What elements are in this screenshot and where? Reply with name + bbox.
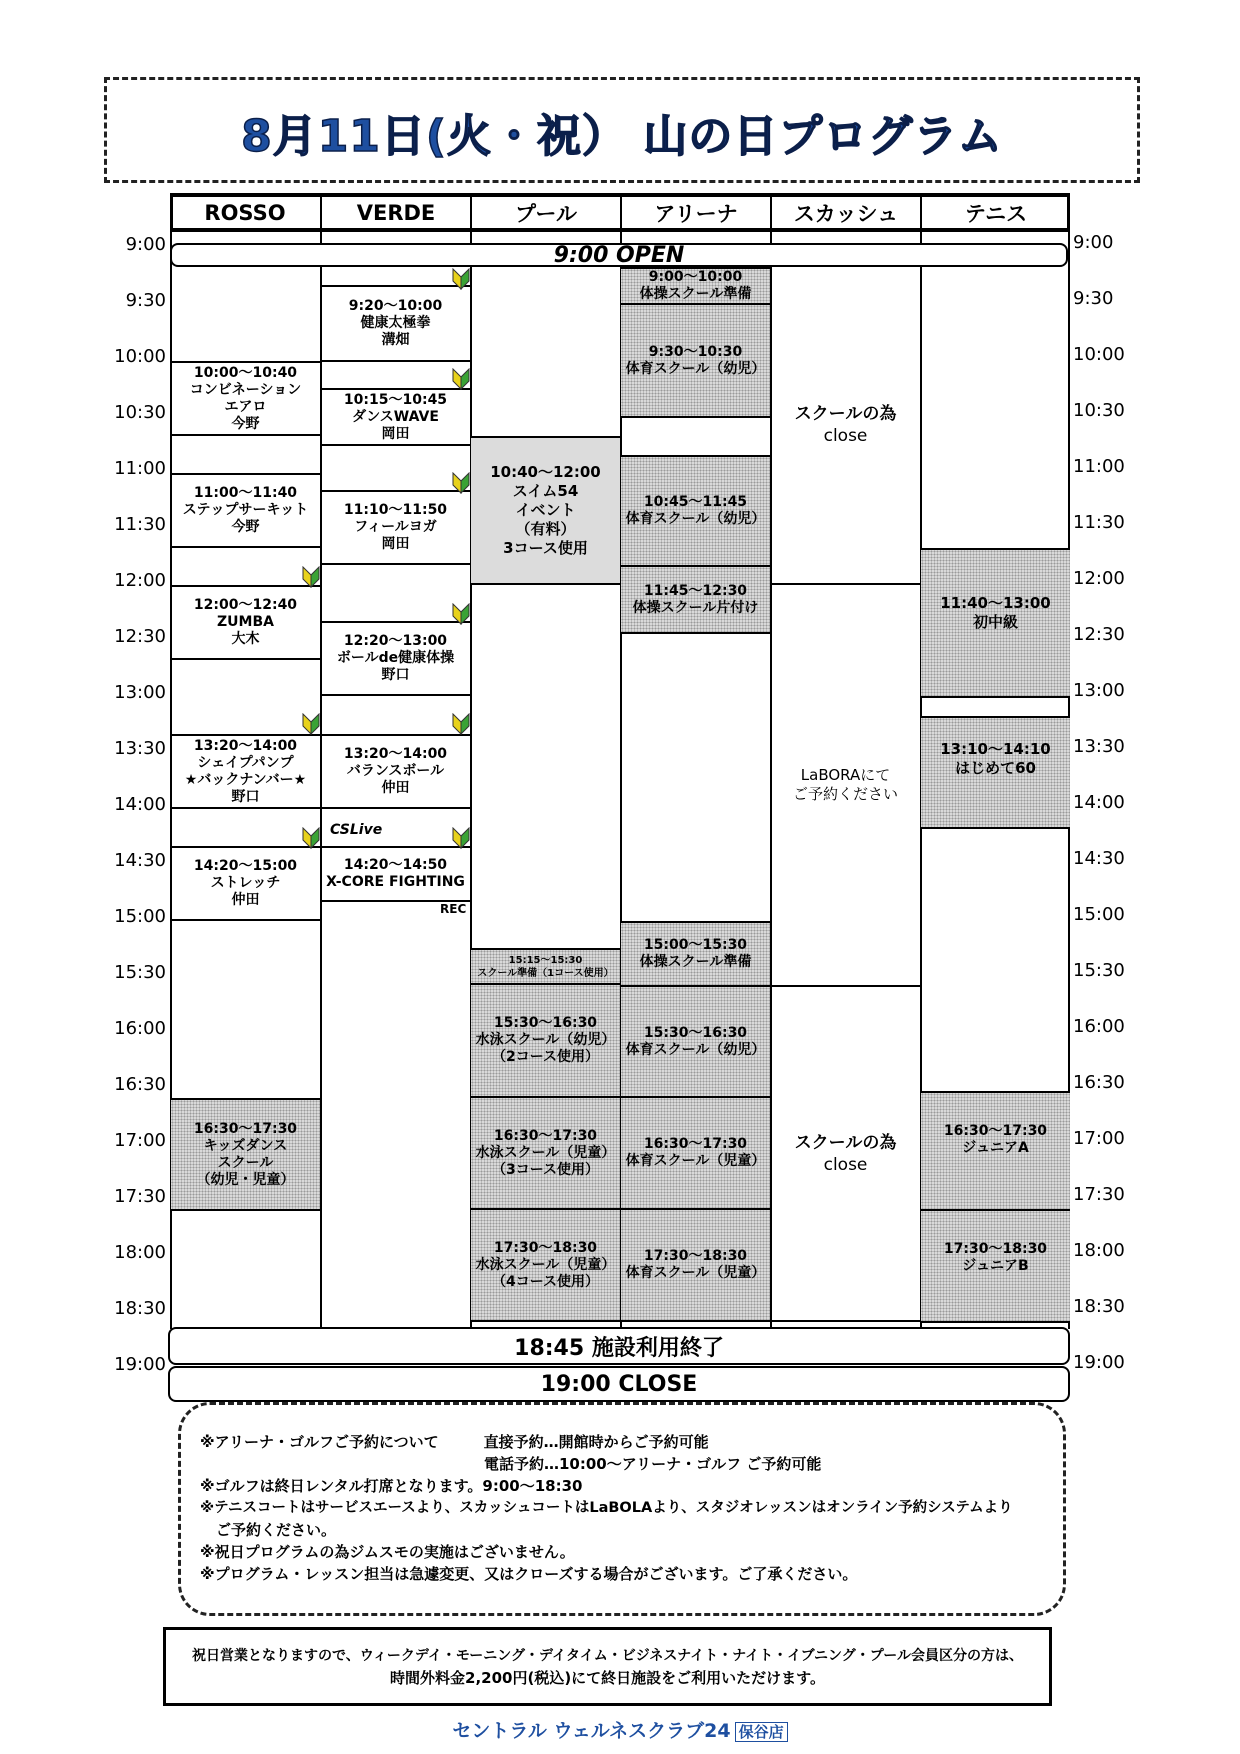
- lesson-time: 17:30～18:30: [643, 1248, 748, 1264]
- footer-line: 祝日営業となりますので、ウィークデイ・モーニング・デイタイム・ビジネスナイト・ナイト・イブニング・プール会員区分の方は、: [191, 1647, 1024, 1664]
- beginner-mark-icon: [452, 268, 470, 290]
- lesson-block[interactable]: [621, 987, 770, 1098]
- squash-note: スクールの為: [794, 404, 897, 424]
- lesson-subtitle: スクール: [217, 1154, 274, 1171]
- lesson-time: 10:15～10:45: [343, 391, 448, 408]
- beginner-mark-icon: [302, 827, 320, 849]
- time-label-right: 19:00: [1073, 1352, 1125, 1373]
- time-label-left: 14:00: [114, 794, 166, 815]
- beginner-mark-icon: [302, 713, 320, 735]
- beginner-mark-icon: [452, 827, 470, 849]
- lesson-time: 9:00～10:00: [648, 269, 743, 285]
- lesson-name: X-CORE FIGHTING: [326, 874, 465, 890]
- lesson-time: 13:20～14:00: [343, 746, 448, 762]
- lesson-instructor: 野口: [381, 667, 410, 683]
- time-label-left: 16:30: [114, 1074, 166, 1095]
- lesson-block[interactable]: [471, 948, 620, 985]
- time-label-left: 13:30: [114, 738, 166, 759]
- squash-note: LaBORAにて: [800, 766, 891, 784]
- time-label-right: 16:30: [1073, 1072, 1125, 1093]
- note-line: ※テニスコートはサービスエースより、スカッシュコートはLaBOLAより、スタジオレッスンはオンライン予約システムより: [200, 1500, 1013, 1516]
- lesson-block[interactable]: [321, 846, 470, 902]
- lesson-block[interactable]: [321, 734, 470, 809]
- beginner-mark-icon: [452, 713, 470, 735]
- col-header-pool: プール: [470, 195, 620, 230]
- beginner-mark-icon: [302, 566, 320, 588]
- lesson-block[interactable]: [471, 985, 620, 1098]
- lesson-time: 11:45～12:30: [643, 582, 748, 599]
- lesson-name: 体育スクール（幼児）: [625, 511, 766, 527]
- cslive-logo: CSLive: [330, 822, 383, 838]
- lesson-block[interactable]: [171, 734, 320, 809]
- lesson-name: ステップサーキット: [182, 502, 309, 518]
- lesson-instructor: 岡田: [381, 425, 410, 442]
- lesson-time: 15:30～16:30: [643, 1024, 748, 1041]
- lesson-block[interactable]: [921, 548, 1070, 698]
- lesson-instructor: 大木: [231, 631, 260, 647]
- lesson-time: 13:10～14:10: [940, 740, 1051, 758]
- lesson-name: スイム54: [512, 482, 579, 500]
- lesson-time: 15:15～15:30: [508, 954, 583, 966]
- lesson-lanes: （3コース使用）: [491, 1161, 600, 1178]
- lesson-block[interactable]: [471, 1098, 620, 1210]
- lesson-name: 体操スクール準備: [639, 954, 752, 970]
- beginner-mark-icon: [452, 368, 470, 390]
- close-banner: 19:00 CLOSE: [168, 1366, 1070, 1402]
- note-line: 電話予約…10:00～アリーナ・ゴルフ ご予約可能: [484, 1455, 822, 1473]
- lesson-block[interactable]: [321, 388, 470, 446]
- time-label-left: 12:00: [114, 570, 166, 591]
- lesson-block[interactable]: [621, 267, 770, 305]
- lesson-name: フィールヨガ: [354, 519, 437, 535]
- branch-name: 保谷店: [735, 1722, 788, 1742]
- beginner-mark-icon: [452, 472, 470, 494]
- time-label-right: 17:30: [1073, 1184, 1125, 1205]
- col-header-arena: アリーナ: [620, 195, 770, 230]
- time-label-right: 18:00: [1073, 1240, 1125, 1261]
- lesson-instructor: 今野: [231, 415, 260, 432]
- lesson-name: 体育スクール（幼児）: [625, 360, 766, 377]
- time-label-right: 10:00: [1073, 344, 1125, 365]
- lesson-time: 10:00～10:40: [193, 364, 298, 381]
- time-label-left: 15:30: [114, 962, 166, 983]
- time-label-left: 17:30: [114, 1186, 166, 1207]
- squash-note: スクールの為: [794, 1132, 897, 1153]
- lesson-instructor: 今野: [231, 519, 260, 535]
- lesson-block[interactable]: [621, 921, 770, 987]
- time-label-right: 17:00: [1073, 1128, 1125, 1149]
- time-label-right: 15:30: [1073, 960, 1125, 981]
- note-line: ※ゴルフは終日レンタル打席となります。9:00～18:30: [200, 1477, 583, 1495]
- lesson-instructor: 仲田: [381, 780, 410, 796]
- lesson-time: 10:40～12:00: [490, 463, 601, 481]
- time-label-left: 18:30: [114, 1298, 166, 1319]
- lesson-time: 17:30～18:30: [493, 1239, 598, 1256]
- lesson-instructor: 岡田: [381, 536, 410, 552]
- time-label-right: 11:30: [1073, 512, 1125, 533]
- time-label-left: 14:30: [114, 850, 166, 871]
- lesson-name: はじめて60: [955, 759, 1036, 777]
- lesson-time: 11:00～11:40: [193, 485, 298, 501]
- brand-logo: [300, 1716, 940, 1743]
- lesson-time: 12:20～13:00: [343, 633, 448, 649]
- col-header-squash: スカッシュ: [770, 195, 920, 230]
- lesson-time: 11:10～11:50: [343, 502, 448, 518]
- lesson-instructor: 野口: [231, 788, 260, 805]
- lesson-subtitle: エアロ: [224, 398, 267, 415]
- time-label-left: 17:00: [114, 1130, 166, 1151]
- lesson-time: 9:30～10:30: [648, 343, 743, 360]
- lesson-name: ZUMBA: [217, 614, 274, 630]
- time-label-left: 18:00: [114, 1242, 166, 1263]
- brand-name: セントラル ウェルネスクラブ24: [452, 1720, 731, 1742]
- note-line: ※プログラム・レッスン担当は急遽変更、又はクローズする場合がございます。ご了承ください。: [200, 1565, 858, 1583]
- lesson-block[interactable]: [621, 567, 770, 634]
- lesson-block[interactable]: [171, 846, 320, 921]
- lesson-block[interactable]: [321, 285, 470, 362]
- lesson-name: ストレッチ: [210, 875, 281, 891]
- time-label-left: 13:00: [114, 682, 166, 703]
- time-label-left: 9:30: [125, 290, 166, 311]
- time-label-right: 9:00: [1073, 232, 1114, 253]
- lesson-name: 体育スクール（児童）: [625, 1265, 766, 1281]
- note-line: ※祝日プログラムの為ジムスモの実施はございません。: [200, 1543, 575, 1561]
- lesson-name: 体育スクール（幼児）: [625, 1041, 766, 1058]
- lesson-block[interactable]: [921, 1091, 1070, 1211]
- lesson-name: ダンスWAVE: [352, 408, 439, 425]
- lesson-block[interactable]: [471, 1210, 620, 1322]
- lesson-time: 17:30～18:30: [943, 1241, 1048, 1257]
- lesson-block[interactable]: [471, 436, 620, 585]
- lesson-time: 13:20～14:00: [193, 737, 298, 754]
- squash-closed-block: [771, 267, 920, 585]
- lesson-name: 体操スクール準備: [639, 286, 752, 302]
- time-label-right: 14:00: [1073, 792, 1125, 813]
- lesson-note: （有料）: [515, 520, 576, 538]
- lesson-time: 16:30～17:30: [643, 1136, 748, 1152]
- time-label-right: 18:30: [1073, 1296, 1125, 1317]
- lesson-time: 11:40～13:00: [940, 594, 1051, 612]
- time-label-right: 10:30: [1073, 400, 1125, 421]
- lesson-name: コンビネーション: [189, 381, 302, 398]
- lesson-block[interactable]: [621, 1098, 770, 1210]
- lesson-instructor: 仲田: [231, 892, 260, 908]
- lesson-name: 水泳スクール（幼児）: [475, 1032, 616, 1048]
- lesson-block[interactable]: [621, 305, 770, 418]
- lesson-name: バランスボール: [346, 763, 445, 779]
- lesson-name: 水泳スクール（児童）: [475, 1144, 616, 1161]
- time-label-left: 19:00: [114, 1354, 166, 1375]
- lesson-block[interactable]: [321, 490, 470, 565]
- lesson-time: 12:00～12:40: [193, 597, 298, 613]
- note-line: ※アリーナ・ゴルフご予約について 直接予約…開館時からご予約可能: [200, 1433, 709, 1451]
- lesson-lanes: （4コース使用）: [491, 1273, 600, 1290]
- lesson-name: スクール準備（1コース使用）: [477, 967, 614, 979]
- lesson-name: 初中級: [972, 613, 1018, 631]
- lesson-time: 16:30～17:30: [493, 1127, 598, 1144]
- time-label-right: 12:00: [1073, 568, 1125, 589]
- lesson-block[interactable]: [621, 1210, 770, 1322]
- lesson-block[interactable]: [621, 455, 770, 567]
- lesson-name: 体育スクール（児童）: [625, 1153, 766, 1169]
- col-header-tennis: テニス: [920, 195, 1070, 230]
- time-label-left: 16:00: [114, 1018, 166, 1039]
- facility-end-banner: 18:45 施設利用終了: [168, 1327, 1070, 1365]
- lesson-name: 水泳スクール（児童）: [475, 1256, 616, 1273]
- lesson-time: 15:30～16:30: [493, 1015, 598, 1031]
- rec-label: REC: [440, 902, 467, 916]
- time-label-right: 15:00: [1073, 904, 1125, 925]
- time-label-right: 13:30: [1073, 736, 1125, 757]
- time-label-right: 9:30: [1073, 288, 1114, 309]
- lesson-block[interactable]: [171, 585, 320, 660]
- lesson-name: ジュニアB: [962, 1258, 1029, 1274]
- squash-note: close: [823, 426, 868, 446]
- lesson-block[interactable]: [171, 361, 320, 436]
- time-label-left: 15:00: [114, 906, 166, 927]
- open-banner: 9:00 OPEN: [170, 243, 1068, 267]
- lesson-block[interactable]: [171, 1098, 320, 1211]
- lesson-instructor: （幼児・児童）: [196, 1171, 295, 1188]
- lesson-name: キッズダンス: [203, 1137, 288, 1154]
- time-label-right: 12:30: [1073, 624, 1125, 645]
- col-header-rosso: ROSSO: [170, 195, 320, 230]
- lesson-time: 14:20～15:00: [193, 858, 298, 874]
- squash-note: close: [823, 1154, 868, 1175]
- lesson-time: 15:00～15:30: [643, 937, 748, 953]
- lesson-block[interactable]: [321, 621, 470, 696]
- footer-notice: [163, 1627, 1052, 1706]
- time-label-right: 16:00: [1073, 1016, 1125, 1037]
- col-header-verde: VERDE: [320, 195, 470, 230]
- lesson-instructor: 溝畑: [381, 332, 410, 348]
- lesson-block[interactable]: [921, 716, 1070, 829]
- lesson-time: 16:30～17:30: [943, 1123, 1048, 1139]
- beginner-mark-icon: [452, 603, 470, 625]
- time-label-left: 12:30: [114, 626, 166, 647]
- footer-line: 時間外料金2,200円(税込)にて終日施設をご利用いただけます。: [390, 1668, 825, 1687]
- squash-note: ご予約ください: [792, 785, 898, 803]
- lesson-block[interactable]: [921, 1211, 1070, 1323]
- lesson-lanes: 3コース使用: [503, 539, 588, 557]
- lesson-name: 健康太極拳: [360, 315, 431, 331]
- lesson-name: ボールde健康体操: [336, 650, 455, 666]
- time-label-left: 11:00: [114, 458, 166, 479]
- lesson-time: 10:45～11:45: [643, 494, 748, 510]
- page-title: 8月11日(火・祝） 山の日プログラム: [241, 111, 1003, 162]
- time-label-left: 9:00: [125, 234, 166, 255]
- note-line: ご予約ください。: [216, 1521, 337, 1539]
- time-label-left: 10:00: [114, 346, 166, 367]
- lesson-lanes: （2コース使用）: [491, 1049, 600, 1065]
- lesson-block[interactable]: [171, 473, 320, 548]
- lesson-subtitle: ★バックナンバー★: [184, 771, 307, 788]
- squash-booking-block[interactable]: [771, 585, 920, 987]
- time-label-left: 11:30: [114, 514, 166, 535]
- lesson-name: シェイプパンプ: [197, 754, 294, 771]
- time-label-right: 14:30: [1073, 848, 1125, 869]
- time-label-left: 10:30: [114, 402, 166, 423]
- lesson-time: 14:20～14:50: [343, 857, 448, 873]
- lesson-time: 9:20～10:00: [348, 298, 443, 314]
- lesson-time: 16:30～17:30: [193, 1120, 298, 1137]
- lesson-name: 体操スクール片付け: [632, 599, 759, 616]
- time-label-right: 11:00: [1073, 456, 1125, 477]
- lesson-name: ジュニアA: [962, 1140, 1029, 1156]
- lesson-subtitle: イベント: [515, 501, 576, 519]
- squash-closed-block: [771, 987, 920, 1322]
- time-label-right: 13:00: [1073, 680, 1125, 701]
